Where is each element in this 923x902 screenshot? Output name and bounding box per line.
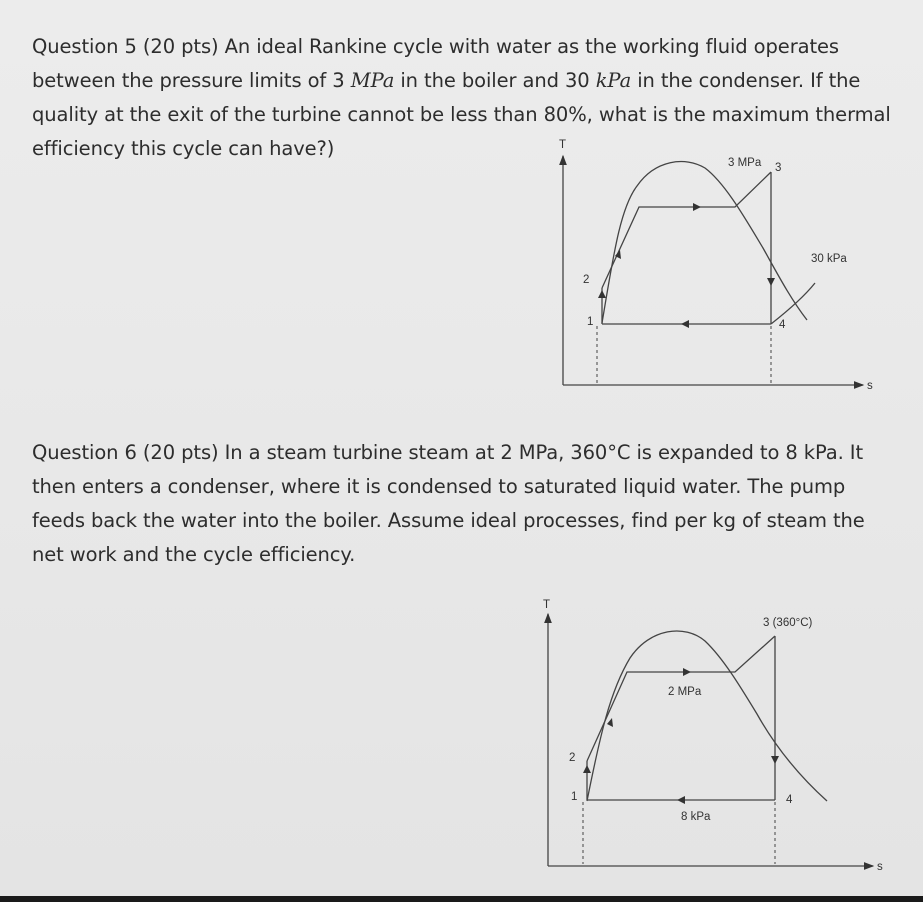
- q5-axis-t-label: T: [559, 139, 567, 151]
- q5-arrow-boiler: [693, 203, 701, 211]
- q5-low-pressure-isobar: [771, 283, 815, 324]
- q6-arrow-heating: [607, 718, 613, 727]
- q5-saturation-dome: [602, 162, 807, 323]
- q5-high-pressure-label: 3 MPa: [728, 157, 762, 169]
- question-6-text: Question 6 (20 pts) In a steam turbine steam at 2 MPa, 360°C is expanded to 8 kPa. It then enters a condenser, where it is condensed to saturated liquid water. The pump feeds back the water into the boiler. Assume ideal processes, find per kg of steam the net work and the cycle efficiency.: [32, 441, 865, 566]
- q6-axis-s-label: s: [877, 861, 883, 873]
- q5-arrow-pump: [598, 290, 606, 298]
- q5-axis-s-label: s: [867, 380, 873, 392]
- q5-text-b: in the boiler and: [394, 69, 565, 92]
- q5-arrow-turbine: [767, 278, 775, 286]
- q6-high-pressure-label: 2 MPa: [668, 686, 702, 698]
- q5-condenser-unit: kPa: [595, 69, 632, 92]
- q5-state-4-label: 4: [779, 319, 786, 331]
- q5-state-2-label: 2: [583, 274, 590, 286]
- q6-saturation-dome: [587, 631, 827, 801]
- q5-boiler-line: [602, 172, 771, 288]
- q6-arrow-condenser: [677, 796, 685, 804]
- q5-state-1-label: 1: [587, 316, 594, 328]
- q6-arrow-pump: [583, 765, 591, 773]
- q6-low-pressure-label: 8 kPa: [681, 811, 711, 823]
- q6-state-1-label: 1: [571, 791, 578, 803]
- q5-boiler-value: 3: [332, 69, 345, 92]
- q5-boiler-unit: MPa: [350, 69, 395, 92]
- q5-text-a: Question 5 (20 pts) An ideal Rankine cycle with water as the working fluid operates between the pressure limits of: [32, 35, 839, 92]
- q5-low-pressure-label: 30 kPa: [811, 253, 847, 265]
- q6-state-4-label: 4: [786, 794, 793, 806]
- q5-arrow-condenser: [681, 320, 689, 328]
- q6-state-2-label: 2: [569, 752, 576, 764]
- q5-text-c: in the condenser. If the quality at the exit of the turbine cannot be less than 80%, what is the maximum thermal efficiency this cycle can have?): [32, 69, 891, 160]
- q6-arrow-turbine: [771, 756, 779, 764]
- bottom-edge-bar: [0, 896, 923, 902]
- q6-ts-diagram: [535, 596, 885, 876]
- q6-axis-t-label: T: [543, 599, 551, 611]
- q5-ts-diagram: [545, 138, 875, 398]
- q5-condenser-value: 30: [564, 69, 590, 92]
- q6-state-3-label: 3 (360°C): [763, 617, 813, 629]
- q5-state-3-label: 3: [775, 162, 782, 174]
- q6-arrow-boiler: [683, 668, 691, 676]
